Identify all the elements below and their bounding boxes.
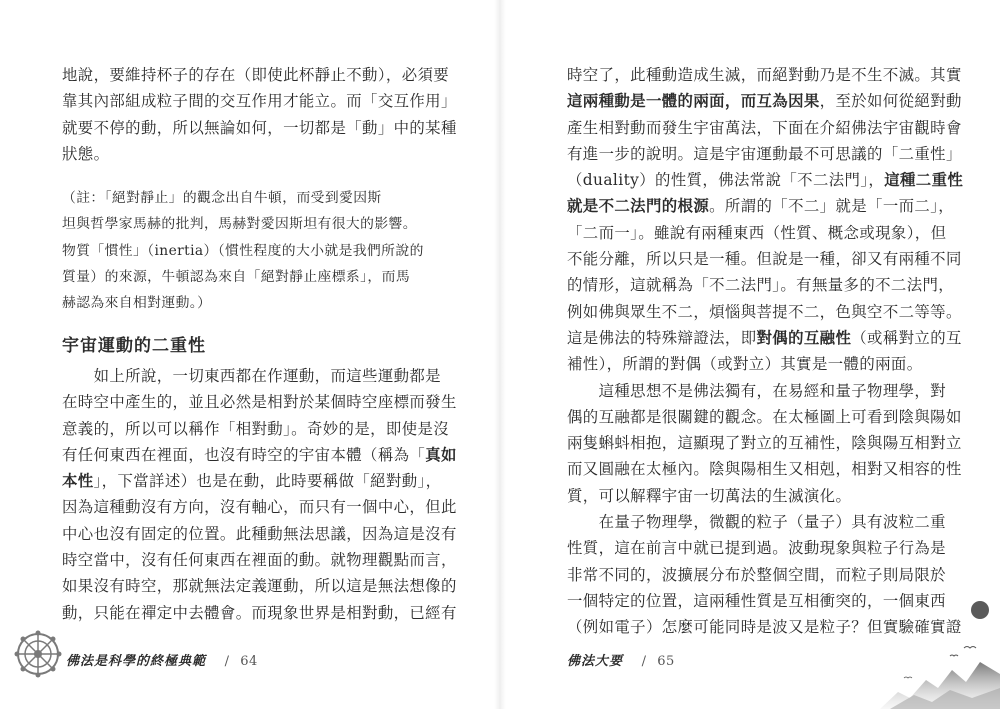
note-line: 質量）的來源，牛頓認為來自「絕對靜止座標系」，而馬: [62, 268, 411, 285]
right-footer-title: 佛法大要: [567, 654, 624, 669]
text-segment: 一個特定的位置，這兩種性質是互相衝突的，一個東西: [567, 591, 946, 610]
left-footer: [66, 650, 258, 669]
emphasis-text: 本性: [62, 472, 94, 491]
text-segment: 例如佛與眾生不二，煩惱與菩提不二，色與空不二等等。: [567, 302, 962, 321]
body-line: [567, 378, 963, 404]
text-segment: 「二而一」。雖說有兩種東西（性質、概念或現象），但: [567, 223, 947, 242]
body-line: 狀態。: [62, 144, 110, 163]
right-body-text: [567, 62, 963, 641]
left-para-1: [62, 62, 457, 167]
text-segment: 動，只能在禪定中去體會。而現象世界是相對動，已經有: [62, 603, 457, 622]
text-segment: 而又圓融在太極內。陰與陽相生又相剋，相對又相容的性: [567, 460, 962, 479]
text-segment: 非常不同的，波擴展分布於整個空間，而粒子則局限於: [567, 565, 946, 584]
note-line: 坦與哲學家馬赫的批判，馬赫對愛因斯坦有很大的影響。: [62, 216, 417, 233]
text-segment: 在量子物理學，微觀的粒子（量子）具有波粒二重: [567, 513, 946, 532]
text-segment: 有任何東西在裡面，也沒有時空的宇宙本體（稱為「: [62, 445, 426, 464]
body-line: [567, 509, 963, 535]
left-footer-separator: /: [224, 654, 230, 669]
emphasis-text: 對偶的互融性: [756, 328, 852, 347]
text-segment: 時空了，此種動造成生滅，而絕對動乃是不生不滅。其實: [567, 66, 962, 84]
text-segment: （duality）的性質，佛法常說「不二法門」，: [567, 171, 885, 190]
body-line: [567, 430, 963, 456]
body-line: [567, 115, 963, 141]
text-segment: 性質，這在前言中就已提到過。波動現象與粒子行為是: [567, 539, 946, 558]
body-line: [567, 88, 963, 114]
text-segment: 兩隻蝌蚪相抱，這顯現了對立的互補性，陰與陽互相對立: [567, 434, 962, 453]
ink-mountain-landscape-icon: [880, 640, 1000, 709]
text-segment: （或稱對立的互: [851, 328, 962, 347]
body-line: [567, 614, 963, 640]
emphasis-text: 這兩種動是一體的兩面，而互為因果: [567, 92, 820, 111]
right-page-number: 65: [657, 654, 675, 669]
body-line: 靠其內部組成粒子間的交互作用才能立。而「交互作用」: [62, 92, 457, 111]
body-line: [567, 483, 963, 509]
body-line: [62, 363, 441, 389]
body-line: [567, 167, 963, 193]
emphasis-text: 真如: [425, 445, 457, 464]
left-page-number: 64: [240, 654, 258, 669]
body-line: [567, 535, 963, 561]
right-footer-separator: /: [641, 654, 647, 669]
body-line: 就要不停的動，所以無論如何，一切都是「動」中的某種: [62, 118, 457, 137]
body-line: [62, 389, 457, 415]
body-line: [567, 325, 963, 351]
circle-bullet-icon: [971, 601, 989, 619]
section-heading: 宇宙運動的二重性: [62, 336, 206, 356]
text-segment: 意義的，所以可以稱作「相對動」。奇妙的是，即使是沒: [62, 419, 450, 438]
body-line: [567, 246, 963, 272]
text-segment: 因為這種動沒有方向，沒有軸心，而只有一個中心，但此: [62, 498, 457, 517]
body-line: 地說，要維持杯子的存在（即使此杯靜止不動），必須要: [62, 66, 450, 84]
body-line: [567, 272, 963, 298]
left-note: [62, 185, 434, 316]
body-line: [62, 521, 457, 547]
emphasis-text: 就是不二法門的根源: [567, 197, 710, 216]
body-line: [62, 442, 457, 468]
body-line: [567, 351, 963, 377]
text-segment: 不能分離，所以只是一種。但說是一種，卻又有兩種不同: [567, 250, 962, 269]
body-line: [62, 468, 442, 494]
note-line: （註：「絕對靜止」的觀念出自牛頓，而受到愛因斯: [62, 190, 382, 206]
body-line: [62, 600, 457, 626]
text-segment: 」，下當詳述）也是在動，此時要稱做「絕對動」，: [93, 472, 442, 491]
text-segment: 產生相對動而發生宇宙萬法，下面在介紹佛法宇宙觀時會: [567, 118, 962, 137]
text-segment: ，至於如何從絕對動: [819, 92, 962, 111]
body-line: [567, 62, 963, 88]
text-segment: 偶的互融都是很關鍵的觀念。在太極圖上可看到陰與陽如: [567, 407, 962, 426]
text-segment: 有進一步的說明。這是宇宙運動最不可思議的「二重性」: [567, 144, 962, 163]
text-segment: 的情形，這就稱為「不二法門」。有無量多的不二法門，: [567, 276, 955, 295]
body-line: [567, 562, 963, 588]
body-line: [62, 494, 457, 520]
body-line: [567, 404, 963, 430]
note-line: 赫認為來自相對運動。）: [62, 295, 212, 312]
dharma-wheel-icon: [14, 630, 62, 678]
body-line: [567, 588, 963, 614]
right-footer: [567, 650, 675, 669]
text-segment: 時空當中，沒有任何東西在裡面的動。就物理觀點而言，: [62, 551, 457, 570]
left-para-2: [62, 363, 457, 626]
text-segment: 這是佛法的特殊辯證法，即: [567, 328, 757, 347]
body-line: [62, 416, 450, 442]
emphasis-text: 這種二重性: [884, 171, 964, 190]
body-line: [567, 456, 963, 482]
body-line: [567, 141, 963, 167]
text-segment: 這種思想不是佛法獨有，在易經和量子物理學，對: [567, 381, 946, 400]
body-line: [567, 299, 963, 325]
left-footer-title: 佛法是科學的終極典範: [66, 654, 207, 669]
body-line: [567, 193, 963, 219]
text-segment: （例如電子）怎麼可能同時是波又是粒子？但實驗確實證: [567, 618, 962, 637]
text-segment: 中心也沒有固定的位置。此種動無法思議，因為這是沒有: [62, 524, 457, 543]
text-segment: 如果沒有時空，那就無法定義運動，所以這是無法想像的: [62, 577, 457, 596]
body-line: [567, 220, 963, 246]
text-segment: 補性），所謂的對偶（或對立）其實是一體的兩面。: [567, 355, 923, 374]
text-segment: 如上所說，一切東西都在作運動，而這些運動都是: [62, 367, 441, 385]
text-segment: 在時空中產生的，並且必然是相對於某個時空座標而發生: [62, 393, 457, 412]
note-line: 物質「慣性」（inertia）（慣性程度的大小就是我們所說的: [62, 242, 424, 259]
body-line: [62, 573, 457, 599]
text-segment: 。所謂的「不二」就是「一而二」，: [709, 197, 955, 216]
body-line: [62, 547, 457, 573]
text-segment: 質，可以解釋宇宙一切萬法的生滅演化。: [567, 486, 852, 505]
